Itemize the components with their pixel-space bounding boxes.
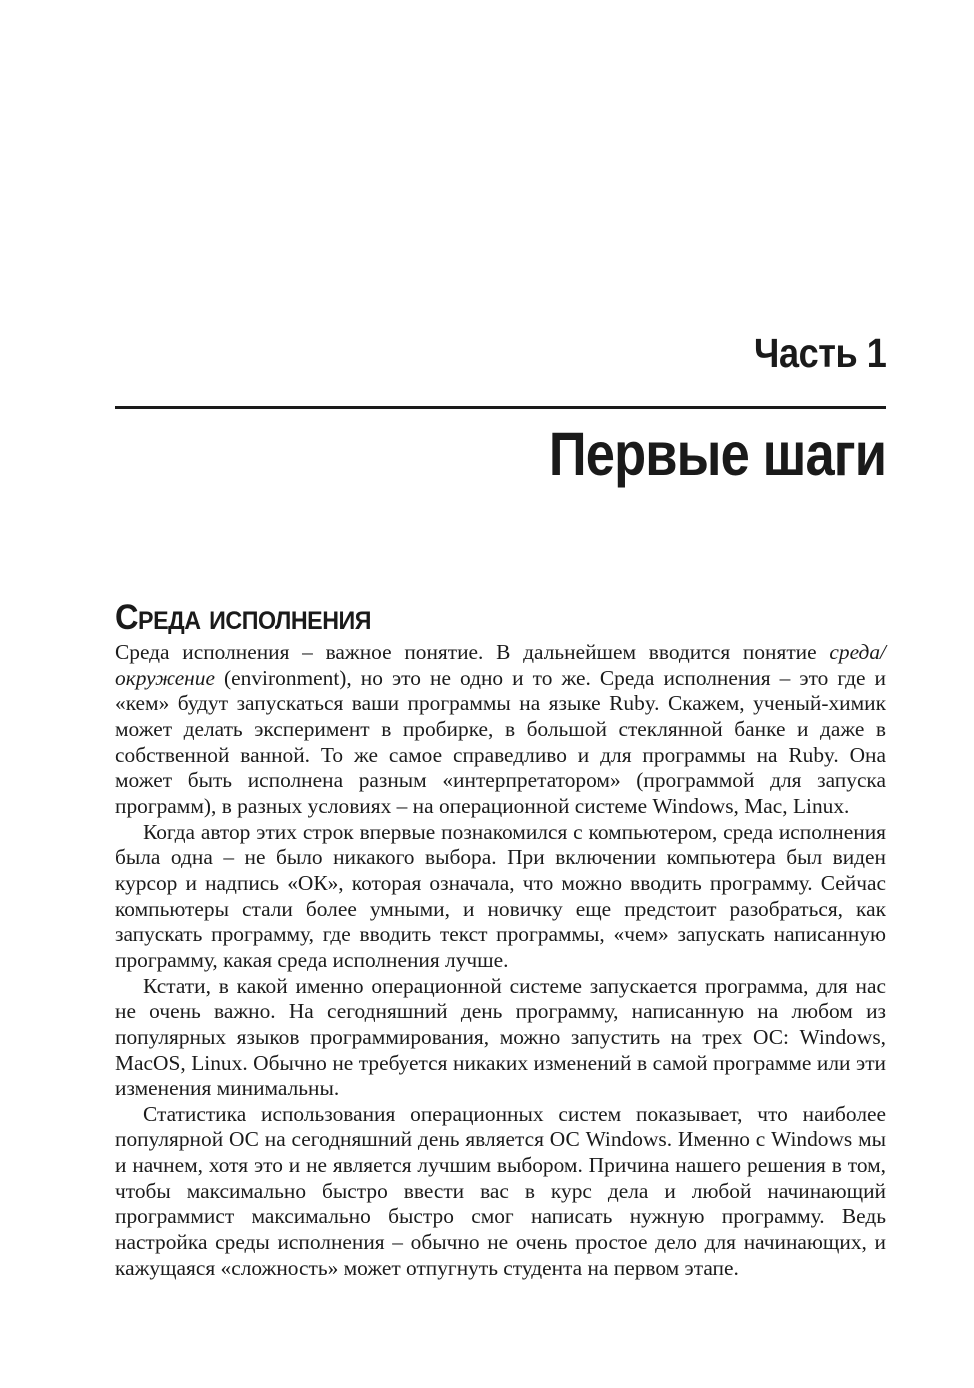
section-heading-text: Среда исполнения [115, 598, 372, 637]
body-text [115, 640, 886, 1281]
part-number [115, 330, 886, 376]
paragraph-4: Статистика использования операционных систем показывает, что наиболее популярной ОС на сегодняшний день является ОС Windows. Именно с Windows мы и начнем, хотя это и не является лучшим выбором. Причина нашего решения в том, чтобы максимально быстро ввести вас в курс дела и любой начинающий программист максимально быстро смог написать нужную программу. Ведь настройка среды исполнения – обычно не очень простое дело для начинающих, и кажущаяся «сложность» может отпугнуть студента на первом этапе. [115, 1101, 886, 1280]
part-title [115, 420, 886, 488]
section-heading [115, 599, 390, 638]
paragraph-1 [115, 640, 886, 820]
part-title-text: Первые шаги [548, 420, 886, 488]
paragraph-1-lead: Среда исполнения – важное понятие. В дальнейшем вводится понятие [115, 640, 830, 664]
paragraph-2: Когда автор этих строк впервые познакомился с компьютером, среда исполнения была одна – не было никакого выбора. При включении компьютера был виден курсор и надпись «ОК», которая означала, что можно вводить программу. Сейчас компьютеры стали более умными, и новичку еще предстоит разобраться, как запускать программу, где вводить текст программы, «чем» запускать написанную программу, какая среда исполнения лучше. [115, 819, 886, 972]
divider-rule [115, 406, 886, 409]
paragraph-1-rest: (environment), но это не одно и то же. Среда исполнения – это где и «кем» будут запускаться ваши программы на языке Ruby. Скажем, ученый-химик может делать эксперимент в пробирке, в большой стеклянной банке и даже в собственной ванной. То же самое справедливо и для программы на Ruby. Она может быть исполнена разным «интерпретатором» (программой для запуска программ), в разных условиях – на операционной системе Windows, Mac, Linux. [115, 665, 886, 818]
part-number-text: Часть 1 [753, 330, 886, 376]
paragraph-1-italic-term: среда/окружение [115, 640, 886, 690]
paragraph-3: Кстати, в какой именно операционной системе запускается программа, для нас не очень важно. На сегодняшний день программу, написанную на любом из популярных языков программирования, можно запустить на трех ОС: Windows, MacOS, Linux. Обычно не требуется никаких изменений в самой программе или эти изменения минимальны. [115, 973, 886, 1101]
